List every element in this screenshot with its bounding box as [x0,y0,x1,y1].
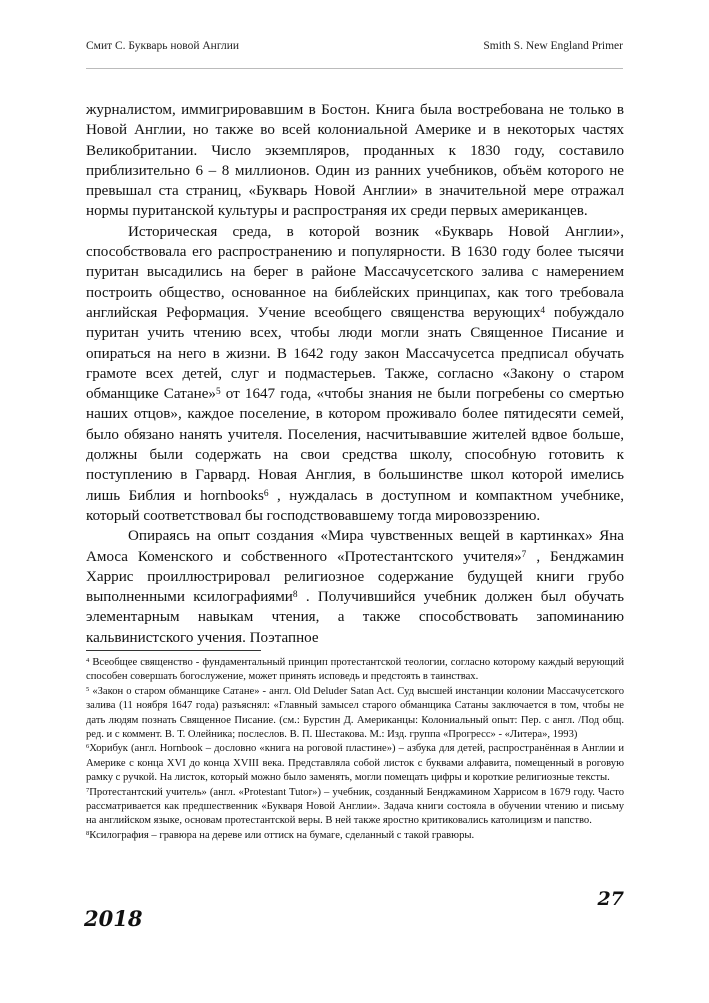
footnote-ref: 7 [521,549,527,560]
footnote [86,742,624,785]
running-header [86,40,623,52]
footnote-text: Ксилография – гравюра на дереве или оттиск на бумаге, сделанный с такой гравюры. [89,829,475,841]
paragraph [86,526,624,648]
footnote-number: 5 [86,685,90,693]
footnote-text: Хорибук (англ. Hornbook – дословно «книга на роговой пластине») – азбука для детей, распространённая в Англии и Америке с конца XVI до конца XVIII века. Представляла собой листок с буквами алфавита, помещенный в роговую рамку с ручкой. На листок, который можно было заменять, могли помещать цифры и короткие религиозные тексты. [86,743,624,784]
footnote-text: Протестантский учитель» (англ. «Protestant Tutor») – учебник, созданный Бенджамином Харрисом в 1679 году. Часто рассматривается как предшественник «Букваря Новой Англии». Задача книги состояла в обучении чтению и письму на английском языке, основам протестантской веры. В ней также яростно критиковались католицизм и папство. [86,786,624,827]
paragraph-text: , Бенджамин Харрис проиллюстрировал религиозное содержание будущей книги грубо выполненными ксилографиями [86,548,624,606]
paragraph-text: побуждало пуритан учить чтению всех, чтобы люди могли знать Священное Писание и опираться на него в жизни. В 1642 году закон Массачусетса предписал обучать грамоте всех детей, слуг и подмастерьев. Также, согласно «Закону о старом обманщике Сатане» [86,304,624,403]
footnote-ref: 5 [215,386,221,397]
header-divider [86,68,623,69]
footnote-text: Всеобщее священство - фундаментальный принцип протестантской теологии, согласно которому каждый верующий способен совершать богослужение, может принять исповедь и предстоять в таинствах. [86,657,624,683]
footnote-ref: 8 [292,589,298,600]
paragraph-text: журналистом, иммигрировавшим в Бостон. Книга была востребована не только в Новой Англии, но также во всей колониальной Америке и в некоторых частях Великобритании. Число экземпляров, проданных к 1830 году, составило приблизительно 6 – 8 миллионов. Один из ранних учебников, объём которого не превышал ста страниц, «Букварь Новой Англии» в значительной мере отражал нормы пуританской культуры и распространяя их среди первых американцев. [86,102,624,220]
footnote-number: 4 [86,657,90,665]
paragraph-text: Опираясь на опыт создания «Мира чувственных вещей в картинках» Яна Амоса Коменского и собственного «Протестантского учителя» [86,528,624,565]
paragraph-text: Историческая среда, в которой возник «Букварь Новой Англии», способствовала его распространению и популярности. В 1630 году более тысячи пуритан высадились на берег в районе Массачусетского залива с намерением построить общество, основанное на библейских принципах, как того требовала английская Реформация. Учение всеобщего священства верующих [86,223,624,321]
page-number: 27 [597,888,624,910]
footnote [86,829,624,843]
paragraph-text: от 1647 года, «чтобы знания не были погребены со смертью наших отцов», каждое поселение, в котором проживало более пятидесяти семей, было обязано нанять учителя. Поселения, насчитывавшие жителей вдвое больше, должны были содержать на свои средства школу, способную готовить к поступлению в Гарвард. Новая Англия, в большинстве школ которой имелись лишь Библия и hornbooks [86,386,624,504]
paragraph [86,222,624,526]
footnote [86,786,624,829]
footnote [86,656,624,685]
footnote-number: 6 [86,743,90,751]
body-text [86,100,624,648]
footnote-number: 8 [86,829,90,837]
footnote-ref: 6 [263,488,269,499]
footnotes [86,656,624,843]
header-right-title: Smith S. New England Primer [483,40,623,52]
footnote-text: «Закон о старом обманщике Сатане» - англ. Old Deluder Satan Act. Суд высшей инстанции колонии Массачусетского залива (11 ноября 1647 года) разъяснял: «Главный замысел старого обманщика Сатаны заключается в том, чтобы не дать людям познать Священное Писание. (см.: Бурстин Д. Американцы: Колониальный опыт: Пер. с англ. /Под общ. ред. и с коммент. В. Т. Олейника; послеслов. В. П. Шестакова. М.: Изд. группа «Прогресс» - «Литера», 1993) [86,685,624,741]
footnote [86,685,624,743]
issue-year: 2018 [84,906,143,931]
paragraph [86,100,624,222]
header-left-title: Смит С. Букварь новой Англии [86,40,240,52]
footnote-ref: 4 [540,305,546,316]
paragraph-text: . Получившийся учебник должен был обучать элементарным навыкам чтения, а также способствовать запоминанию кальвинистского учения. Поэтапное [86,589,624,646]
footnote-number: 7 [86,786,90,794]
footnote-divider [86,650,261,651]
paragraph-text: , нуждалась в доступном и компактном учебнике, который соответствовал бы господствовавшему тогда мировоззрению. [86,487,624,524]
